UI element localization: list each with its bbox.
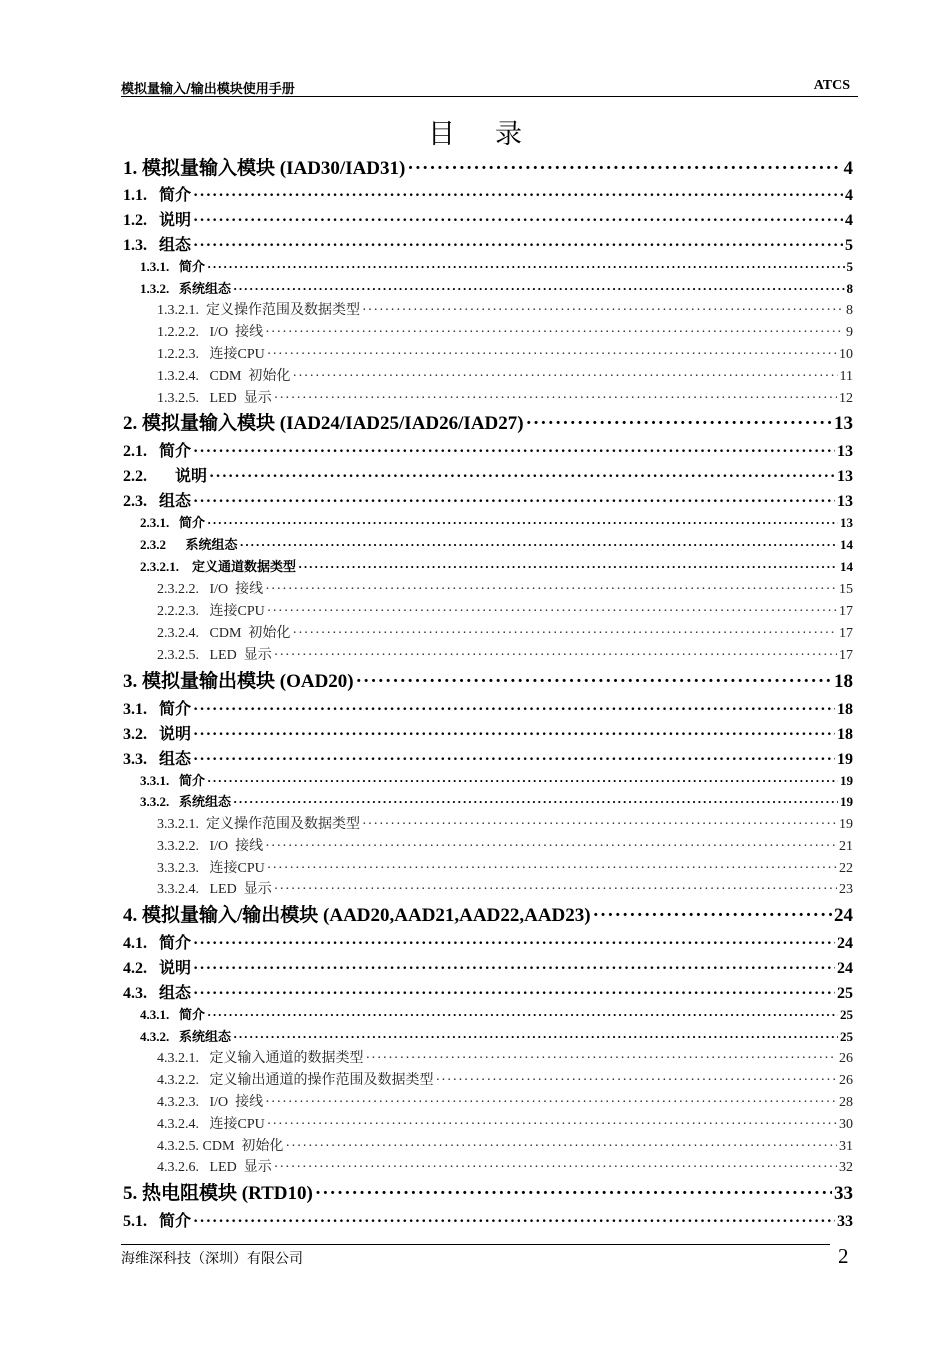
toc-entry-page: 31 xyxy=(839,1139,853,1154)
toc-entry-page: 14 xyxy=(840,537,853,552)
toc-entry-title: 4.3.2.1. 定义输入通道的数据类型 xyxy=(157,1051,364,1066)
toc-entry-title: 1.3.2.4. CDM 初始化 xyxy=(157,369,291,384)
toc-entry-title: 2. 模拟量输入模块 (IAD24/IAD25/IAD26/IAD27) xyxy=(123,413,524,434)
toc-entry-page: 17 xyxy=(839,604,853,619)
toc-entry-title: 4.3.2. 系统组态 xyxy=(140,1029,232,1044)
toc-leader-dots xyxy=(315,1183,832,1205)
toc-entry-title: 3.3. 组态 xyxy=(123,751,192,768)
toc-entry-title: 4.3.1. 简介 xyxy=(140,1007,206,1022)
toc-entry-title: 4.3.2.6. LED 显示 xyxy=(157,1160,272,1175)
toc-entry-page: 11 xyxy=(839,369,853,384)
toc-entry[interactable] xyxy=(157,1069,853,1087)
toc-entry-page: 18 xyxy=(834,671,853,692)
toc-entry[interactable] xyxy=(123,463,853,483)
toc-entry-title: 1.1. 简介 xyxy=(123,187,192,204)
toc-entry-title: 4.3.2.3. I/O 接线 xyxy=(157,1095,264,1110)
toc-entry[interactable] xyxy=(157,1135,853,1153)
toc-entry[interactable] xyxy=(123,438,853,458)
toc-entry-page: 12 xyxy=(839,391,853,406)
toc-entry-title: 4.3. 组态 xyxy=(123,985,192,1002)
toc-entry-page: 5 xyxy=(846,259,853,274)
toc-leader-dots xyxy=(265,1095,837,1111)
toc-entry[interactable] xyxy=(140,556,853,574)
header-product-code: ATCS xyxy=(813,78,850,93)
toc-entry-page: 26 xyxy=(839,1051,853,1066)
toc-entry[interactable] xyxy=(157,1047,853,1065)
toc-leader-dots xyxy=(526,413,832,435)
toc-leader-dots xyxy=(193,985,835,1003)
toc-entry[interactable] xyxy=(157,321,853,339)
toc-leader-dots xyxy=(362,303,844,319)
toc-entry[interactable] xyxy=(157,1113,853,1131)
toc-entry[interactable] xyxy=(123,696,853,716)
toc-leader-dots xyxy=(356,671,832,693)
toc-leader-dots xyxy=(193,443,835,461)
toc-leader-dots xyxy=(267,1117,837,1133)
toc-entry-title: 1.2.2.3. 连接CPU xyxy=(157,347,265,362)
toc-entry-title: 2.2. 说明 xyxy=(123,468,208,485)
toc-leader-dots xyxy=(193,1213,835,1231)
toc-leader-dots xyxy=(274,1160,837,1176)
toc-leader-dots xyxy=(193,726,835,744)
toc-leader-dots xyxy=(207,773,838,789)
toc-leader-dots xyxy=(593,905,832,927)
toc-entry-page: 24 xyxy=(837,960,853,977)
toc-leader-dots xyxy=(193,493,835,511)
toc-entry[interactable] xyxy=(140,770,853,788)
toc-entry-title: 3.2. 说明 xyxy=(123,726,192,743)
toc-entry-page: 21 xyxy=(839,839,853,854)
toc-entry-page: 8 xyxy=(846,281,853,296)
toc-leader-dots xyxy=(292,369,837,385)
toc-entry-page: 13 xyxy=(837,493,853,510)
toc-entry-page: 18 xyxy=(837,701,853,718)
toc-entry[interactable] xyxy=(140,278,853,296)
toc-entry-page: 4 xyxy=(845,187,853,204)
toc-leader-dots xyxy=(233,281,844,297)
toc-entry-title: 2.3.2.2. I/O 接线 xyxy=(157,582,264,597)
footer-company: 海维深科技（深圳）有限公司 xyxy=(121,1252,303,1267)
toc-leader-dots xyxy=(265,582,837,598)
toc-entry[interactable] xyxy=(140,1004,853,1022)
toc-entry-page: 8 xyxy=(846,303,853,318)
toc-entry[interactable] xyxy=(140,512,853,530)
toc-entry[interactable] xyxy=(123,721,853,741)
toc-entry-title: 2.3.2 系统组态 xyxy=(140,537,238,552)
toc-leader-dots xyxy=(362,817,837,833)
toc-entry-title: 4.3.2.2. 定义输出通道的操作范围及数据类型 xyxy=(157,1073,434,1088)
toc-entry[interactable] xyxy=(157,813,853,831)
toc-leader-dots xyxy=(193,212,843,230)
toc-entry[interactable] xyxy=(123,153,853,177)
toc-leader-dots xyxy=(265,325,844,341)
toc-entry[interactable] xyxy=(157,387,853,405)
toc-leader-dots xyxy=(193,187,843,205)
toc-entry-page: 4 xyxy=(843,158,853,179)
toc-entry-page: 19 xyxy=(840,794,853,809)
toc-entry-page: 25 xyxy=(840,1007,853,1022)
toc-leader-dots xyxy=(193,960,835,978)
toc-entry[interactable] xyxy=(123,900,853,924)
toc-entry-title: 3.3.2.1. 定义操作范围及数据类型 xyxy=(157,817,360,832)
toc-entry-page: 23 xyxy=(839,882,853,897)
header-manual-title: 模拟量输入/输出模块使用手册 xyxy=(121,82,295,97)
toc-entry[interactable] xyxy=(123,666,853,690)
toc-entry[interactable] xyxy=(157,1156,853,1174)
toc-entry-page: 17 xyxy=(839,626,853,641)
toc-entry[interactable] xyxy=(157,343,853,361)
toc-entry[interactable] xyxy=(123,1178,853,1202)
toc-entry-title: 3. 模拟量输出模块 (OAD20) xyxy=(123,671,354,692)
toc-leader-dots xyxy=(267,604,837,620)
toc-entry[interactable] xyxy=(140,791,853,809)
toc-entry[interactable] xyxy=(123,955,853,975)
toc-entry-page: 14 xyxy=(840,559,853,574)
toc-leader-dots xyxy=(193,237,843,255)
toc-leader-dots xyxy=(285,1139,837,1155)
toc-entry[interactable] xyxy=(157,299,853,317)
toc-entry-page: 5 xyxy=(845,237,853,254)
toc-entry[interactable] xyxy=(123,182,853,202)
toc-entry[interactable] xyxy=(157,835,853,853)
toc-leader-dots xyxy=(265,839,837,855)
toc-entry[interactable] xyxy=(157,622,853,640)
toc-entry-title: 2.3.2.1. 定义通道数据类型 xyxy=(140,559,297,574)
toc-entry-title: 2.3.2.5. LED 显示 xyxy=(157,648,272,663)
toc-entry-title: 1.3.2. 系统组态 xyxy=(140,281,232,296)
toc-entry-page: 33 xyxy=(834,1183,853,1204)
toc-entry-title: 2.1. 简介 xyxy=(123,443,192,460)
toc-entry-title: 1.2. 说明 xyxy=(123,212,192,229)
toc-leader-dots xyxy=(267,861,837,877)
toc-entry-page: 13 xyxy=(834,413,853,434)
toc-leader-dots xyxy=(193,935,835,953)
toc-entry[interactable] xyxy=(123,408,853,432)
toc-entry[interactable] xyxy=(157,644,853,662)
toc-entry[interactable] xyxy=(157,857,853,875)
toc-entry-title: 3.3.2. 系统组态 xyxy=(140,794,232,809)
toc-entry[interactable] xyxy=(123,980,853,1000)
toc-leader-dots xyxy=(436,1073,838,1089)
toc-entry-title: 1.3.1. 简介 xyxy=(140,259,206,274)
toc-entry-title: 5.1. 简介 xyxy=(123,1213,192,1230)
toc-entry-page: 19 xyxy=(839,817,853,832)
page-footer xyxy=(121,1244,830,1267)
toc-leader-dots xyxy=(209,468,835,486)
toc-entry-page: 17 xyxy=(839,648,853,663)
page-number: 2 xyxy=(838,1244,849,1268)
toc-entry[interactable] xyxy=(123,488,853,508)
toc-entry-title: 2.2.2.3. 连接CPU xyxy=(157,604,265,619)
toc-leader-dots xyxy=(207,515,838,531)
toc-entry-page: 18 xyxy=(837,726,853,743)
toc-leader-dots xyxy=(193,701,835,719)
toc-entry-page: 9 xyxy=(846,325,853,340)
toc-leader-dots xyxy=(267,347,837,363)
toc-title: 目录 xyxy=(428,119,562,150)
toc-leader-dots xyxy=(274,648,837,664)
toc-entry-title: 1.3.2.5. LED 显示 xyxy=(157,391,272,406)
toc-leader-dots xyxy=(233,794,838,810)
toc-entry[interactable] xyxy=(123,1208,853,1228)
toc-entry-title: 1.2.2.2. I/O 接线 xyxy=(157,325,264,340)
toc-entry-page: 10 xyxy=(839,347,853,362)
toc-entry-title: 3.1. 简介 xyxy=(123,701,192,718)
toc-leader-dots xyxy=(207,1007,838,1023)
toc-entry-title: 3.3.2.3. 连接CPU xyxy=(157,861,265,876)
toc-leader-dots xyxy=(193,751,835,769)
toc-leader-dots xyxy=(298,559,838,575)
toc-entry[interactable] xyxy=(123,746,853,766)
toc-entry[interactable] xyxy=(140,256,853,274)
toc-entry-page: 24 xyxy=(834,905,853,926)
page-header xyxy=(121,76,858,97)
toc-entry-page: 25 xyxy=(837,985,853,1002)
toc-leader-dots xyxy=(274,391,837,407)
toc-leader-dots xyxy=(274,882,837,898)
toc-entry-page: 13 xyxy=(840,515,853,530)
toc-entry-title: 3.3.2.2. I/O 接线 xyxy=(157,839,264,854)
toc-entry-page: 30 xyxy=(839,1117,853,1132)
toc-entry-title: 2.3.2.4. CDM 初始化 xyxy=(157,626,291,641)
toc-entry[interactable] xyxy=(123,930,853,950)
toc-entry-title: 2.3.1. 简介 xyxy=(140,515,206,530)
toc-entry-title: 3.3.1. 简介 xyxy=(140,773,206,788)
toc-entry-page: 13 xyxy=(837,443,853,460)
toc-entry[interactable] xyxy=(157,578,853,596)
toc-entry-title: 1.3.2.1. 定义操作范围及数据类型 xyxy=(157,303,360,318)
toc-entry-title: 1.3. 组态 xyxy=(123,237,192,254)
toc-entry-title: 4.2. 说明 xyxy=(123,960,192,977)
toc-entry-page: 25 xyxy=(840,1029,853,1044)
toc-entry-page: 33 xyxy=(837,1213,853,1230)
toc-entry[interactable] xyxy=(140,534,853,552)
toc-entry-page: 4 xyxy=(845,212,853,229)
toc-leader-dots xyxy=(233,1029,838,1045)
toc-entry-page: 19 xyxy=(837,751,853,768)
toc-entry-title: 5. 热电阻模块 (RTD10) xyxy=(123,1183,313,1204)
toc-entry[interactable] xyxy=(157,600,853,618)
toc-leader-dots xyxy=(366,1051,838,1067)
toc-entry-page: 24 xyxy=(837,935,853,952)
toc-entry[interactable] xyxy=(123,232,853,252)
toc-leader-dots xyxy=(292,626,837,642)
toc-entry[interactable] xyxy=(140,1026,853,1044)
toc-entry[interactable] xyxy=(157,1091,853,1109)
toc-entry[interactable] xyxy=(157,365,853,383)
toc-entry-page: 13 xyxy=(837,468,853,485)
toc-entry-title: 4.3.2.5. CDM 初始化 xyxy=(157,1139,284,1154)
toc-leader-dots xyxy=(407,158,841,180)
toc-entry-title: 4.1. 简介 xyxy=(123,935,192,952)
toc-leader-dots xyxy=(240,537,838,553)
toc-entry-title: 2.3. 组态 xyxy=(123,493,192,510)
toc-entry-page: 26 xyxy=(839,1073,853,1088)
toc-entry-title: 4.3.2.4. 连接CPU xyxy=(157,1117,265,1132)
toc-entry-page: 32 xyxy=(839,1160,853,1175)
toc-entry[interactable] xyxy=(123,207,853,227)
toc-leader-dots xyxy=(207,259,844,275)
toc-entry-page: 22 xyxy=(839,861,853,876)
toc-entry-page: 28 xyxy=(839,1095,853,1110)
toc-entry-page: 15 xyxy=(839,582,853,597)
toc-entry-title: 4. 模拟量输入/输出模块 (AAD20,AAD21,AAD22,AAD23) xyxy=(123,905,591,926)
toc-entry-page: 19 xyxy=(840,773,853,788)
toc-entry-title: 1. 模拟量输入模块 (IAD30/IAD31) xyxy=(123,158,406,179)
toc-entry-title: 3.3.2.4. LED 显示 xyxy=(157,882,272,897)
toc-entry[interactable] xyxy=(157,878,853,896)
